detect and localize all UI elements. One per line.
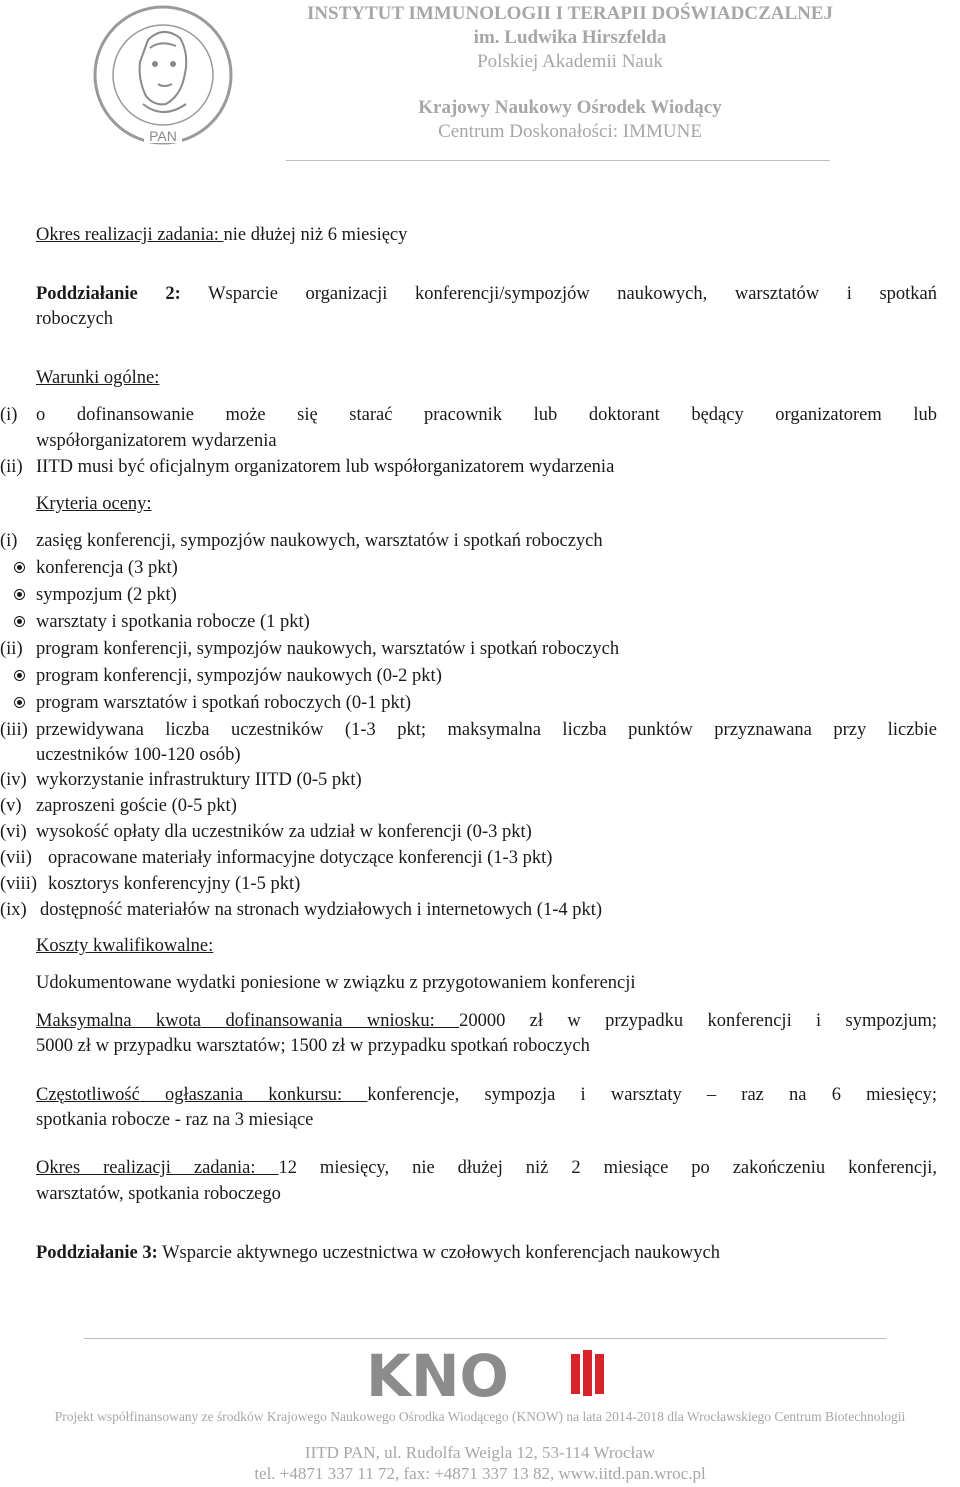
criterion-1-bullet-2: sympozjum (2 pkt) [36,585,177,605]
criterion-1-num: (i) [0,531,18,551]
subaction-2-title-line1: Wsparcie organizacji konferencji/sympozjów naukowych, warsztatów i spotkań [208,284,938,304]
criterion-1-text: zasięg konferencji, sympozjów naukowych, warsztatów i spotkań roboczych [36,531,603,551]
criterion-1-bullet-1: konferencja (3 pkt) [36,558,178,578]
period-2-line2: warsztatów, spotkania roboczego [36,1184,281,1204]
bullet-icon [14,562,25,573]
footer-divider [84,1338,886,1339]
subaction-2-title [36,282,937,306]
institute-seal [88,0,238,155]
criterion-9-num: (ix) [0,900,27,920]
criterion-7-num: (vii) [0,848,32,868]
header-excellence: Centrum Doskonałości: IMMUNE [438,121,702,142]
footer-address: IITD PAN, ul. Rudolfa Weigla 12, 53-114 Wrocław [304,1443,656,1462]
footer-contact: tel. +4871 337 11 72, fax: +4871 337 13 82, www.iitd.pan.wroc.pl [254,1464,706,1483]
criterion-3-num: (iii) [0,720,28,740]
header-academy: Polskiej Akademii Nauk [477,51,663,72]
header-institute: INSTYTUT IMMUNOLOGII I TERAPII DOŚWIADCZALNEJ [306,3,834,24]
general-conditions-heading: Warunki ogólne: [36,368,160,388]
bullet-icon [14,670,25,681]
criterion-7-text: opracowane materiały informacyjne dotyczące konferencji (1-3 pkt) [48,848,553,868]
period-2-line1 [36,1156,937,1180]
criterion-9-text: dostępność materiałów na stronach wydziałowych i internetowych (1-4 pkt) [40,900,603,920]
max-amount-value: 20000 zł w przypadku konferencji i sympozjum; [459,1011,937,1031]
max-amount-line2: 5000 zł w przypadku warsztatów; 1500 zł w przypadku spotkań roboczych [36,1036,590,1056]
bullet-icon [14,616,25,627]
criterion-4-num: (iv) [0,770,27,790]
condition-1-line1: o dofinansowanie może się starać pracownik lub doktorant będący organizatorem lub [36,405,937,425]
subaction-3-text: Wsparcie aktywnego uczestnictwa w czołowych konferencjach naukowych [162,1243,720,1263]
criterion-6-text: wysokość opłaty dla uczestników za udział w konferencji (0-3 pkt) [36,822,532,842]
frequency-line1 [36,1083,937,1107]
period-2-value: 12 miesięcy, nie dłużej niż 2 miesiące po zakończeniu konferencji, [278,1158,937,1178]
svg-text:KNO: KNO [366,1346,509,1402]
header-divider [286,160,830,161]
costs-heading: Koszty kwalifikowalne: [36,936,214,956]
subaction-2-label: Poddziałanie 2: [36,284,181,304]
period-1 [36,223,407,247]
criterion-1-bullet-3: warsztaty i spotkania robocze (1 pkt) [36,612,310,632]
criteria-heading: Kryteria oceny: [36,494,152,514]
subaction-3-label: Poddziałanie 3: [36,1243,158,1263]
header-center: Krajowy Naukowy Ośrodek Wiodący [418,97,722,118]
svg-text:PAN: PAN [149,128,177,144]
criterion-2-bullet-2: program warsztatów i spotkań roboczych (0-1 pkt) [36,693,412,713]
know-logo [366,1346,616,1402]
costs-text: Udokumentowane wydatki poniesione w związku z przygotowaniem konferencji [36,973,636,993]
criterion-8-text: kosztorys konferencyjny (1-5 pkt) [48,874,301,894]
condition-2-num: (ii) [0,457,23,477]
criterion-6-num: (vi) [0,822,27,842]
criterion-5-num: (v) [0,796,22,816]
criterion-5-text: zaproszeni goście (0-5 pkt) [36,796,237,816]
criterion-2-text: program konferencji, sympozjów naukowych, warsztatów i spotkań roboczych [36,639,620,659]
criterion-2-bullet-1: program konferencji, sympozjów naukowych (0-2 pkt) [36,666,442,686]
subaction-3-title [36,1241,720,1265]
criterion-3-line2: uczestników 100-120 osób) [36,745,241,765]
footer-project: Projekt współfinansowany ze środków Krajowego Naukowego Ośrodka Wiodącego (KNOW) na lata 2014-2018 dla Wrocławskiego Centrum Biotechnologii [54,1409,906,1424]
subaction-2-title-line2: roboczych [36,309,114,329]
max-amount-label: Maksymalna kwota dofinansowania wniosku: [36,1011,460,1031]
criterion-8-num: (viii) [0,874,37,894]
bullet-icon [14,589,25,600]
period-1-label: Okres realizacji zadania: [36,225,224,245]
condition-1-num: (i) [0,405,18,425]
period-1-value: nie dłużej niż 6 miesięcy [223,225,408,245]
frequency-line2: spotkania robocze - raz na 3 miesiące [36,1110,314,1130]
frequency-label: Częstotliwość ogłaszania konkursu: [36,1085,368,1105]
criterion-4-text: wykorzystanie infrastruktury IITD (0-5 pkt) [36,770,362,790]
header-patron: im. Ludwika Hirszfelda [473,27,667,48]
frequency-value: konferencje, sympozja i warsztaty – raz na 6 miesięcy; [367,1085,937,1105]
criterion-2-num: (ii) [0,639,23,659]
condition-2-text: IITD musi być oficjalnym organizatorem lub współorganizatorem wydarzenia [36,457,615,477]
period-2-label: Okres realizacji zadania: [36,1158,279,1178]
max-amount-line1 [36,1009,937,1033]
criterion-3-line1: przewidywana liczba uczestników (1-3 pkt; maksymalna liczba punktów przyznawana przy liczbie [36,720,937,740]
bullet-icon [14,697,25,708]
condition-1-line2: współorganizatorem wydarzenia [36,431,277,451]
